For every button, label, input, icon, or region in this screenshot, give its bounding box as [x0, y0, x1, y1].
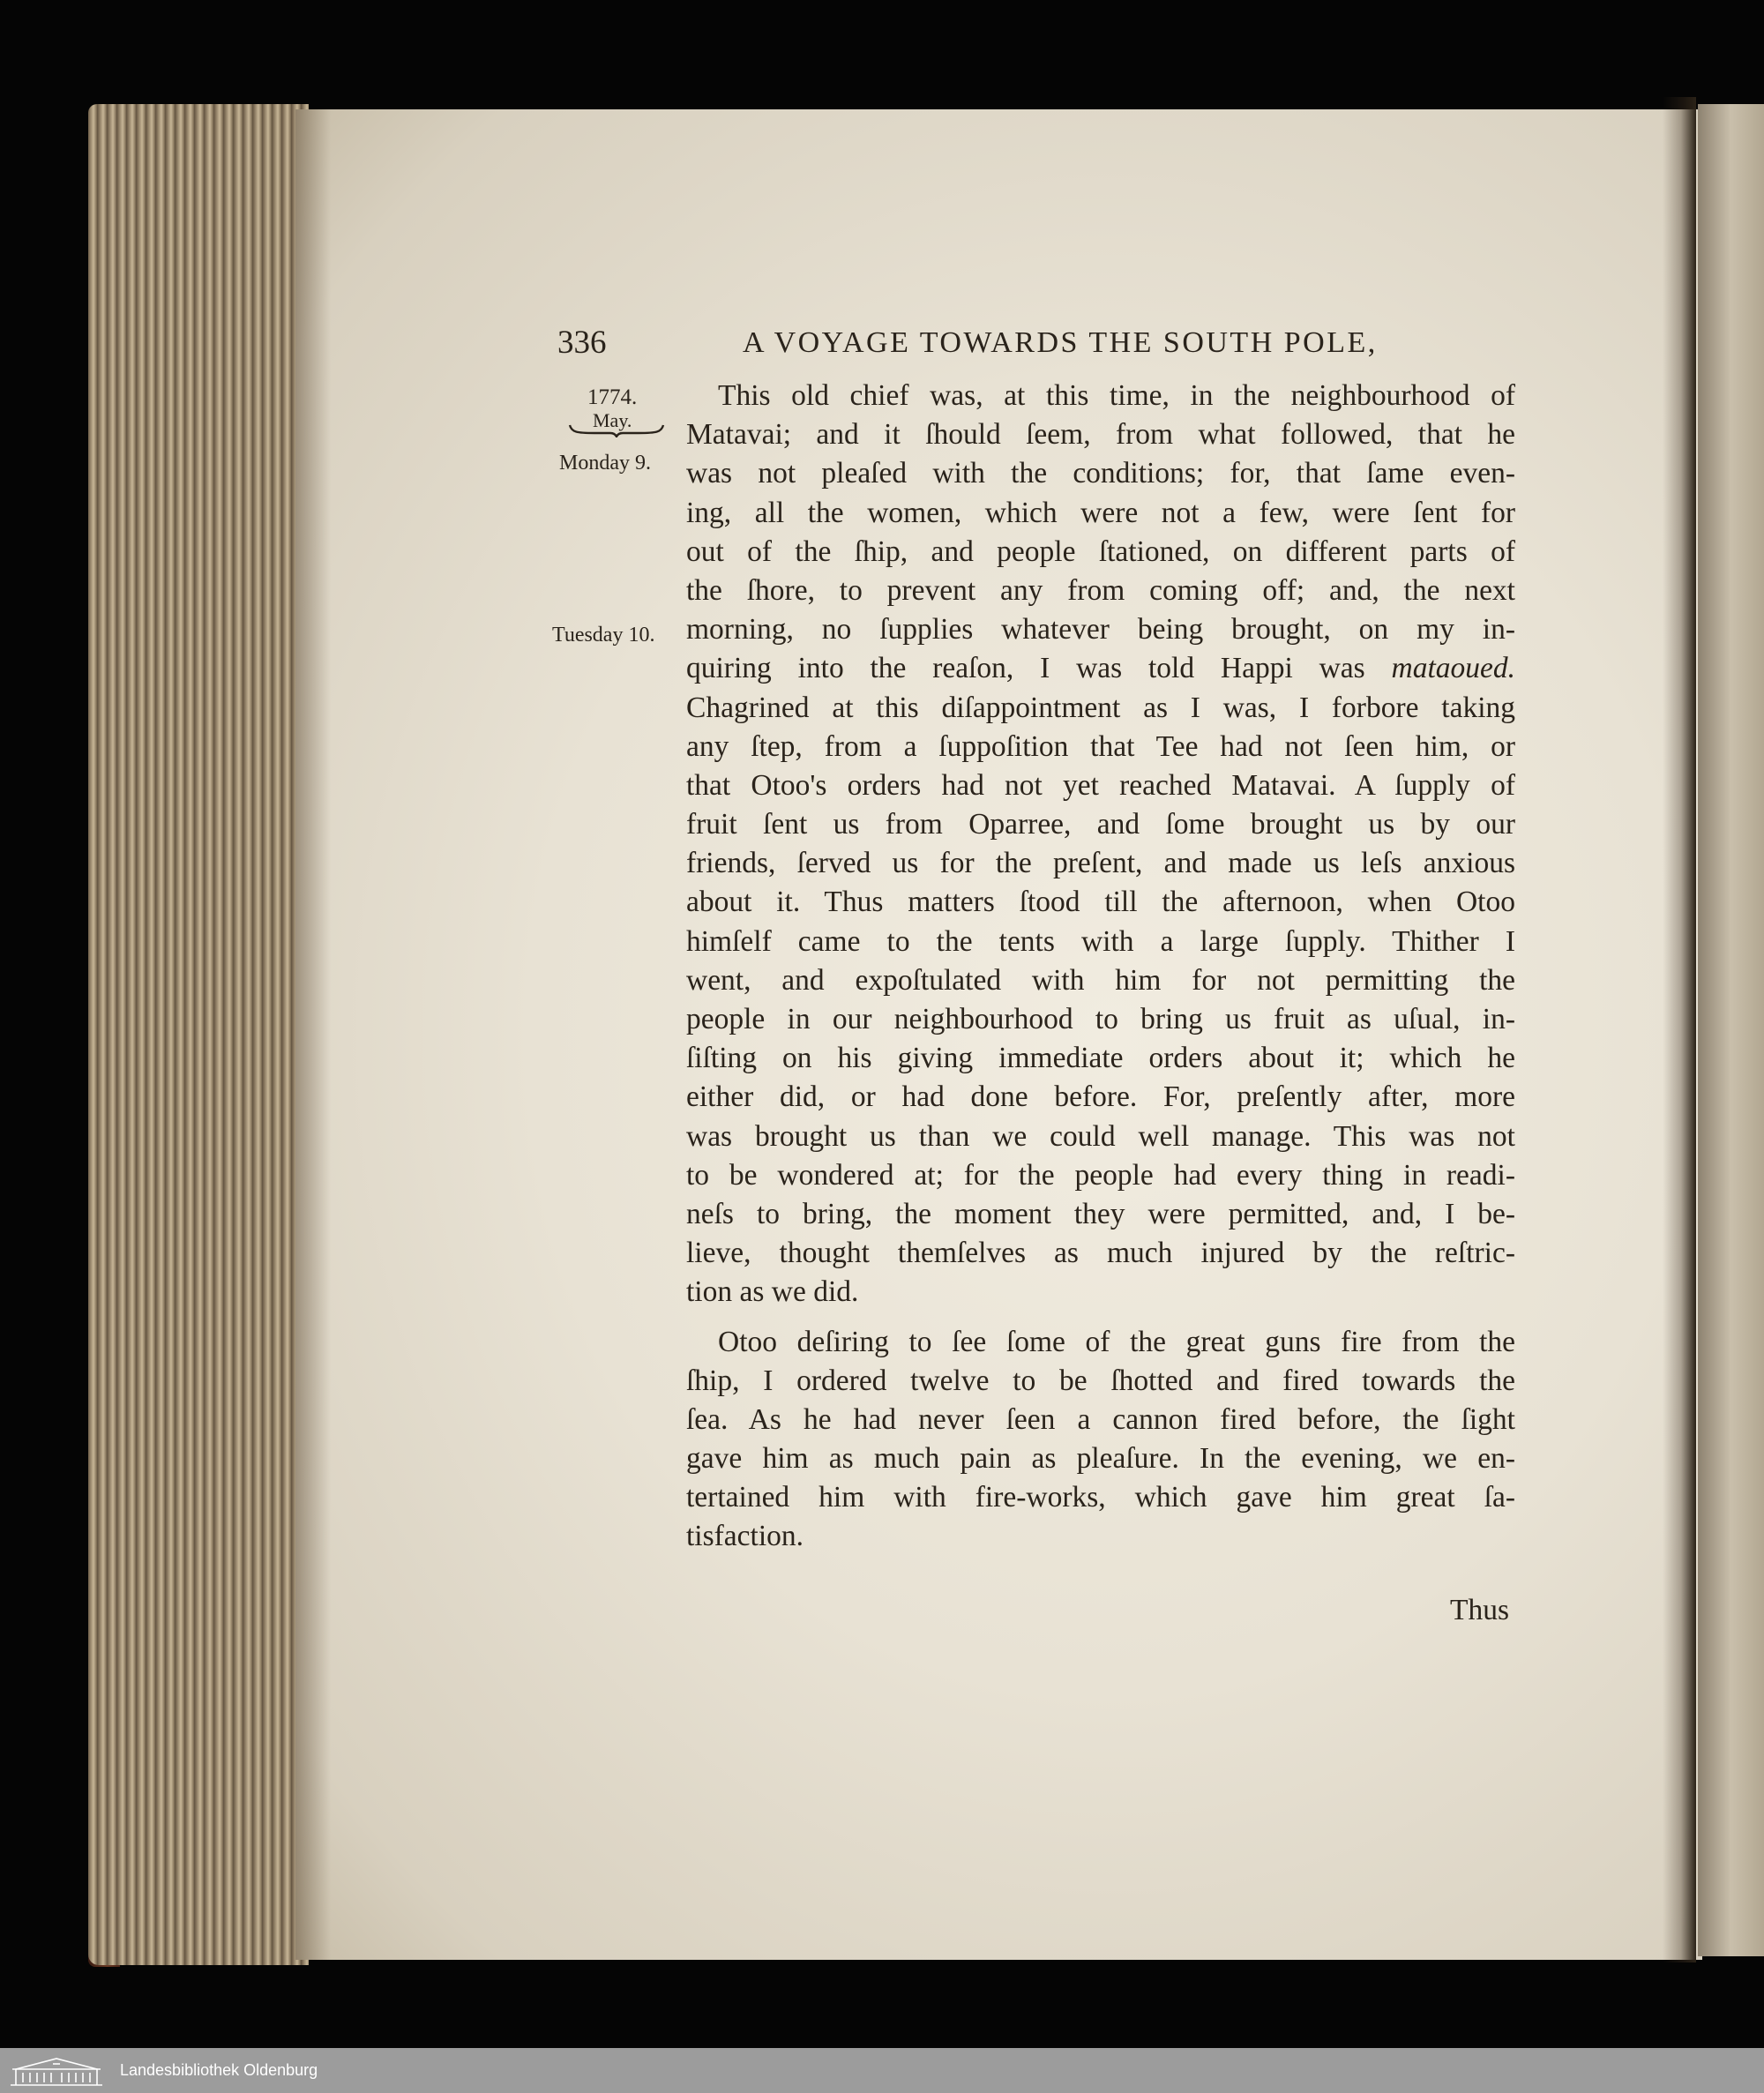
text-line: out of the ſhip, and people ſtationed, on different parts of [686, 534, 1515, 568]
italic-word: mataoued. [1391, 652, 1515, 685]
page-number: 336 [557, 325, 607, 361]
text-line: the ſhore, to prevent any from coming off; and, the next [686, 573, 1515, 607]
text-line: Chagrined at this diſappointment as I was, I forbore taking [686, 691, 1515, 724]
text-line: tisfaction. [686, 1520, 804, 1553]
brace-icon [568, 423, 665, 437]
margin-note-tuesday: Tuesday 10. [552, 624, 655, 647]
text-line: either did, or had done before. For, preſently after, more [686, 1080, 1515, 1114]
text-line: tion as we did. [686, 1275, 859, 1309]
text-line: about it. Thus matters ſtood till the afternoon, when Otoo [686, 886, 1515, 919]
text-line: ſiſting on his giving immediate orders about it; which he [686, 1042, 1515, 1075]
running-head: A VOYAGE TOWARDS THE SOUTH POLE, [743, 326, 1378, 359]
text-line: tertained him with fire-works, which gave him great ſa- [686, 1481, 1515, 1514]
text-line: was brought us than we could well manage. This was not [686, 1119, 1515, 1153]
library-building-logo-icon [7, 2055, 106, 2089]
text-line: ſea. As he had never ſeen a cannon fired before, the ſight [686, 1402, 1515, 1436]
page-shadow [295, 109, 331, 1960]
text-line-with-italic [686, 649, 1515, 688]
text-line: himſelf came to the tents with a large ſupply. Thither I [686, 924, 1515, 958]
margin-note-year: 1774. [587, 385, 638, 409]
body-text [686, 377, 1515, 1557]
text-line: people in our neighbourhood to bring us fruit as uſual, in- [686, 1003, 1515, 1035]
text-line: to be wondered at; for the people had every thing in readi- [686, 1158, 1515, 1192]
paragraph-1 [686, 377, 1515, 1312]
text-line: Matavai; and it ſhould ſeem, from what followed, that he [686, 418, 1515, 452]
book-gutter [1663, 97, 1696, 1962]
text-line: fruit ſent us from Oparree, and ſome brought us by our [686, 808, 1515, 841]
text-line-part: quiring into the reaſon, I was told Happi was [686, 652, 1365, 685]
text-line: friends, ſerved us for the preſent, and made us leſs anxious [686, 847, 1515, 880]
text-line: went, and expoſtulated with him for not permitting the [686, 963, 1515, 997]
text-line: Otoo deſiring to ſee ſome of the great guns fire from the [718, 1325, 1515, 1358]
page-edges [88, 104, 309, 1965]
text-line: ing, all the women, which were not a few, were ſent for [686, 496, 1515, 529]
text-line: any ſtep, from a ſuppoſition that Tee had not ſeen him, or [686, 729, 1515, 763]
text-line: ſhip, I ordered twelve to be ſhotted and fired towards the [686, 1364, 1515, 1397]
text-line: that Otoo's orders had not yet reached Matavai. A ſupply of [686, 768, 1515, 802]
library-footer-bar [0, 2048, 1764, 2093]
text-line: lieve, thought themſelves as much injured by the reſtric- [686, 1237, 1515, 1270]
margin-note-month: May. [593, 409, 632, 431]
margin-note-monday: Monday 9. [559, 452, 651, 475]
text-line: was not pleaſed with the conditions; for, that ſame even- [686, 457, 1515, 490]
paragraph-2 [686, 1323, 1515, 1557]
facing-page-edge [1698, 104, 1764, 1956]
library-name: Landesbibliothek Oldenburg [120, 2061, 318, 2079]
text-line: neſs to bring, the moment they were permitted, and, I be- [686, 1197, 1515, 1230]
text-line: morning, no ſupplies whatever being brought, on my in- [686, 613, 1515, 647]
catchword: Thus [1450, 1594, 1509, 1626]
text-line: gave him as much pain as pleaſure. In the evening, we en- [686, 1442, 1515, 1476]
text-line: This old chief was, at this time, in the neighbourhood of [718, 379, 1515, 412]
